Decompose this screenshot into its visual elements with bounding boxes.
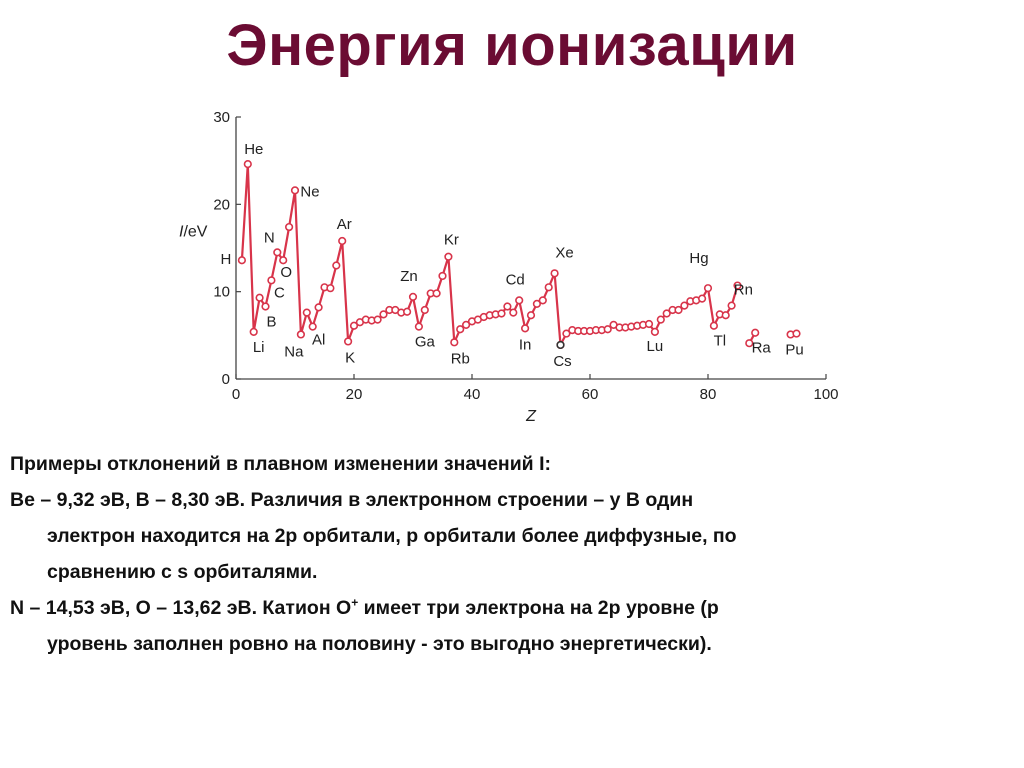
y-axis-title: I/eV: [179, 223, 208, 241]
slide-title: Энергия ионизации: [226, 13, 798, 78]
element-label-he: He: [244, 141, 264, 159]
data-point: [604, 326, 611, 333]
x-axis-title: Z: [526, 408, 536, 425]
y-tick-label: 10: [213, 283, 230, 301]
element-label-k: K: [345, 349, 356, 367]
data-point: [315, 304, 322, 311]
element-label-rn: Rn: [733, 281, 753, 299]
data-point: [422, 307, 429, 314]
element-label-ra: Ra: [751, 339, 771, 357]
x-tick-label: 80: [699, 386, 717, 403]
data-point-cs: [557, 342, 564, 349]
x-tick-label: 40: [463, 386, 481, 403]
data-point: [433, 290, 440, 297]
data-point: [274, 249, 281, 256]
data-point: [510, 309, 517, 316]
data-point: [516, 297, 523, 304]
element-label-ne: Ne: [300, 183, 320, 201]
y-tick-label: 0: [221, 371, 230, 388]
element-label-li: Li: [252, 338, 265, 356]
para1-line2: электрон находится на 2р орбитали, р орбитали более диффузные, по: [47, 525, 737, 547]
data-point: [292, 187, 299, 194]
data-point: [374, 316, 381, 323]
element-label-cd: Cd: [505, 271, 525, 289]
element-label-pu: Pu: [785, 341, 804, 359]
data-point: [793, 330, 800, 337]
data-point: [345, 338, 352, 345]
data-point: [528, 312, 535, 319]
element-label-xe: Xe: [555, 244, 574, 262]
data-point: [540, 297, 547, 304]
element-label-lu: Lu: [646, 337, 664, 355]
data-point: [522, 325, 529, 332]
element-label-rb: Rb: [450, 350, 470, 368]
data-point: [250, 329, 257, 336]
data-point: [451, 339, 458, 346]
element-label-ar: Ar: [336, 216, 352, 234]
data-point: [286, 224, 293, 231]
element-label-cs: Cs: [553, 352, 572, 370]
data-point: [681, 302, 688, 309]
data-point: [262, 303, 269, 310]
data-point: [722, 312, 729, 319]
data-point: [545, 284, 552, 291]
para1-line1: Be – 9,32 эВ, В – 8,30 эВ. Различия в электронном строении – у В один: [10, 489, 694, 511]
element-label-n: N: [263, 229, 275, 247]
element-label-tl: Tl: [713, 332, 727, 350]
x-tick-label: 0: [231, 386, 241, 403]
data-point: [699, 295, 706, 302]
element-label-al: Al: [312, 331, 326, 349]
data-point: [410, 294, 417, 301]
slide-body: [10, 446, 1010, 662]
element-label-hg: Hg: [689, 250, 709, 268]
data-point: [268, 277, 275, 284]
element-label-h: H: [220, 251, 232, 269]
cation-charge: +: [351, 595, 359, 610]
data-point: [445, 253, 452, 260]
para2-line1: [10, 590, 1010, 626]
body-heading: Примеры отклонений в плавном изменении значений I:: [10, 453, 551, 475]
element-label-kr: Kr: [443, 231, 459, 249]
data-point: [339, 238, 346, 245]
data-point: [675, 307, 682, 314]
data-point: [658, 316, 665, 323]
element-label-o: O: [280, 264, 293, 282]
data-point: [646, 321, 653, 328]
data-point: [705, 285, 712, 292]
data-point: [327, 285, 334, 292]
para2-line1-start: N – 14,53 эВ, O – 13,62 эВ. Катион О: [10, 597, 352, 619]
data-point: [752, 329, 759, 336]
para2-line1-end: имеет три электрона на 2р уровне (р: [358, 597, 719, 619]
data-point: [309, 323, 316, 330]
element-label-ga: Ga: [414, 333, 435, 351]
element-label-zn: Zn: [400, 267, 418, 285]
data-point: [256, 294, 263, 301]
data-point: [416, 323, 423, 330]
ionization-energy-chart: [170, 100, 860, 440]
data-point: [304, 309, 311, 316]
data-point: [457, 326, 464, 333]
data-point: [380, 311, 387, 318]
y-tick-label: 30: [213, 109, 230, 126]
data-point: [504, 303, 511, 310]
data-point: [498, 310, 505, 317]
data-point: [728, 302, 735, 309]
data-point: [711, 322, 718, 329]
data-point: [652, 329, 659, 336]
data-point: [239, 257, 246, 264]
para2-line2: уровень заполнен ровно на половину - это выгодно энергетически).: [47, 633, 712, 655]
x-tick-label: 100: [813, 386, 839, 403]
y-tick-label: 20: [213, 196, 230, 214]
para1-line3: сравнению с s орбиталями.: [47, 561, 318, 583]
x-tick-label: 20: [345, 386, 363, 403]
data-point: [245, 161, 252, 168]
element-label-in: In: [518, 336, 532, 354]
x-tick-label: 60: [581, 386, 599, 403]
data-point: [551, 270, 558, 277]
data-point: [439, 273, 446, 280]
data-point: [404, 308, 411, 315]
element-label-c: C: [273, 284, 285, 302]
data-point: [333, 262, 340, 269]
data-point: [298, 331, 305, 338]
element-label-na: Na: [284, 343, 304, 361]
element-label-b: B: [266, 313, 277, 331]
data-point: [280, 257, 287, 264]
